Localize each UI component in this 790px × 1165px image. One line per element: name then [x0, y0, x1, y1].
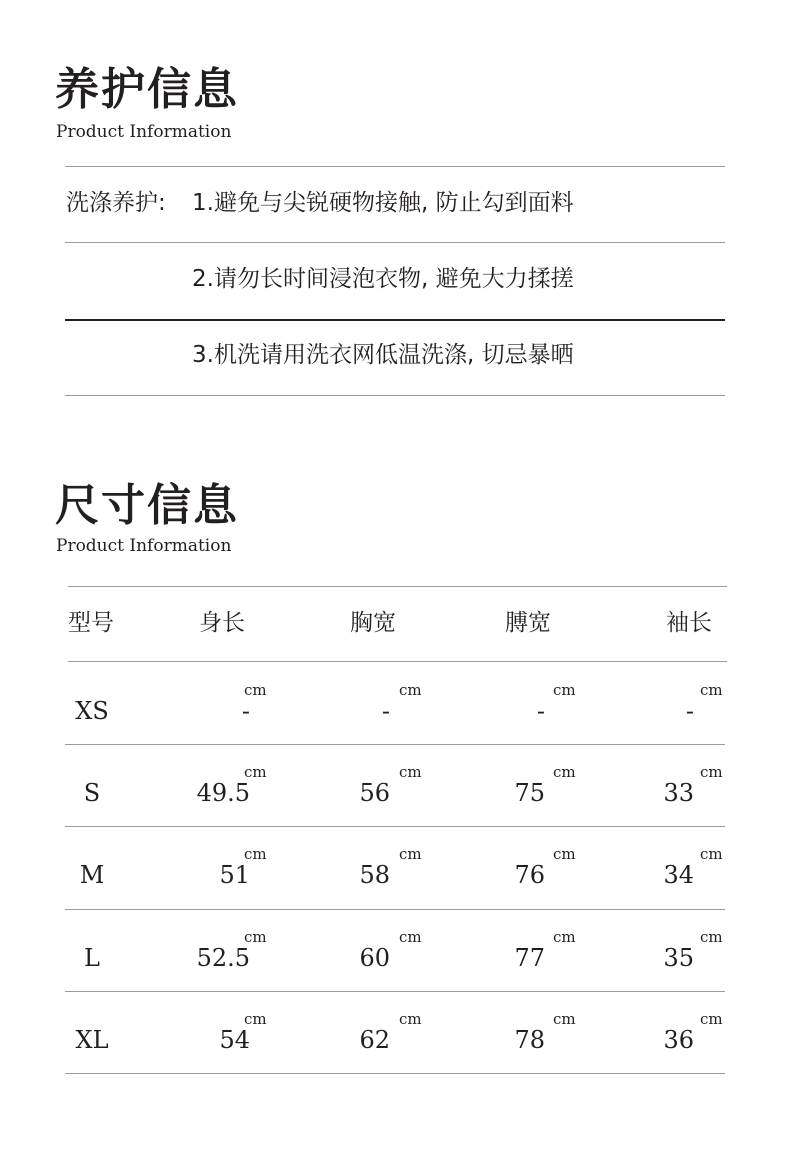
- header-chest-width: 胸宽: [350, 610, 396, 636]
- cell-chest-width-xl: 62: [359, 1025, 390, 1054]
- cell-unit-cm: cm: [244, 681, 267, 699]
- size-title: 尺寸信息: [55, 480, 239, 531]
- size-row-divider: [65, 826, 725, 827]
- size-label-m: M: [79, 861, 105, 890]
- cell-sleeve-length-xs: -: [685, 697, 694, 725]
- cell-shoulder-width-s: 75: [514, 779, 545, 808]
- size-row-divider: [65, 1073, 725, 1074]
- cell-unit-cm: cm: [244, 927, 267, 946]
- header-body-length: 身长: [199, 610, 245, 636]
- cell-sleeve-length-xl: 36: [663, 1025, 694, 1054]
- size-label-s: S: [83, 779, 101, 808]
- size-row-divider: [65, 909, 725, 910]
- size-row-divider: [65, 744, 725, 745]
- cell-unit-cm: cm: [399, 927, 422, 946]
- cell-shoulder-width-xs: -: [536, 697, 545, 725]
- cell-shoulder-width-m: 76: [514, 861, 545, 890]
- cell-unit-cm: cm: [553, 845, 576, 864]
- care-item-2: 2.请勿长时间浸泡衣物, 避免大力揉搓: [192, 266, 574, 292]
- cell-chest-width-xs: -: [381, 697, 390, 725]
- cell-unit-cm: cm: [700, 927, 723, 946]
- size-row-divider: [65, 991, 725, 992]
- care-label: 洗涤养护:: [66, 190, 166, 216]
- care-divider-1: [65, 242, 725, 243]
- cell-body-length-l: 52.5: [196, 943, 250, 972]
- cell-body-length-m: 51: [219, 861, 250, 890]
- cell-body-length-xs: -: [241, 697, 250, 725]
- care-divider-bottom: [65, 395, 725, 396]
- cell-unit-cm: cm: [553, 763, 576, 782]
- care-title: 养护信息: [55, 64, 239, 115]
- cell-shoulder-width-xl: 78: [514, 1025, 545, 1054]
- cell-unit-cm: cm: [553, 927, 576, 946]
- cell-sleeve-length-l: 35: [663, 943, 694, 972]
- size-table-top-line: [68, 586, 727, 587]
- header-sleeve-length: 袖长: [666, 610, 712, 636]
- cell-chest-width-s: 56: [359, 779, 390, 808]
- care-divider-top: [65, 166, 725, 167]
- size-subtitle: Product Information: [56, 536, 232, 556]
- cell-unit-cm: cm: [399, 845, 422, 864]
- cell-unit-cm: cm: [553, 1009, 576, 1028]
- cell-chest-width-m: 58: [359, 861, 390, 890]
- header-model: 型号: [68, 610, 114, 636]
- cell-unit-cm: cm: [700, 763, 723, 782]
- cell-unit-cm: cm: [399, 1009, 422, 1028]
- size-label-xl: XL: [75, 1025, 109, 1054]
- cell-sleeve-length-s: 33: [663, 779, 694, 808]
- cell-unit-cm: cm: [399, 763, 422, 782]
- care-item-3: 3.机洗请用洗衣网低温洗涤, 切忌暴晒: [192, 342, 574, 368]
- size-label-xs: XS: [75, 697, 109, 725]
- care-item-1: 1.避免与尖锐硬物接触, 防止勾到面料: [192, 190, 574, 216]
- cell-unit-cm: cm: [700, 845, 723, 864]
- cell-chest-width-l: 60: [359, 943, 390, 972]
- cell-body-length-xl: 54: [219, 1025, 250, 1054]
- cell-body-length-s: 49.5: [196, 779, 250, 808]
- care-divider-2: [65, 319, 725, 321]
- cell-unit-cm: cm: [244, 763, 267, 782]
- cell-shoulder-width-l: 77: [514, 943, 545, 972]
- size-label-l: L: [84, 943, 100, 972]
- cell-unit-cm: cm: [700, 681, 723, 699]
- cell-unit-cm: cm: [700, 1009, 723, 1028]
- cell-unit-cm: cm: [399, 681, 422, 699]
- cell-unit-cm: cm: [244, 1009, 267, 1028]
- cell-sleeve-length-m: 34: [663, 861, 694, 890]
- size-header-divider: [68, 661, 727, 662]
- cell-unit-cm: cm: [244, 845, 267, 864]
- care-subtitle: Product Information: [56, 122, 232, 142]
- cell-unit-cm: cm: [553, 681, 576, 699]
- header-shoulder-width: 膊宽: [505, 610, 551, 636]
